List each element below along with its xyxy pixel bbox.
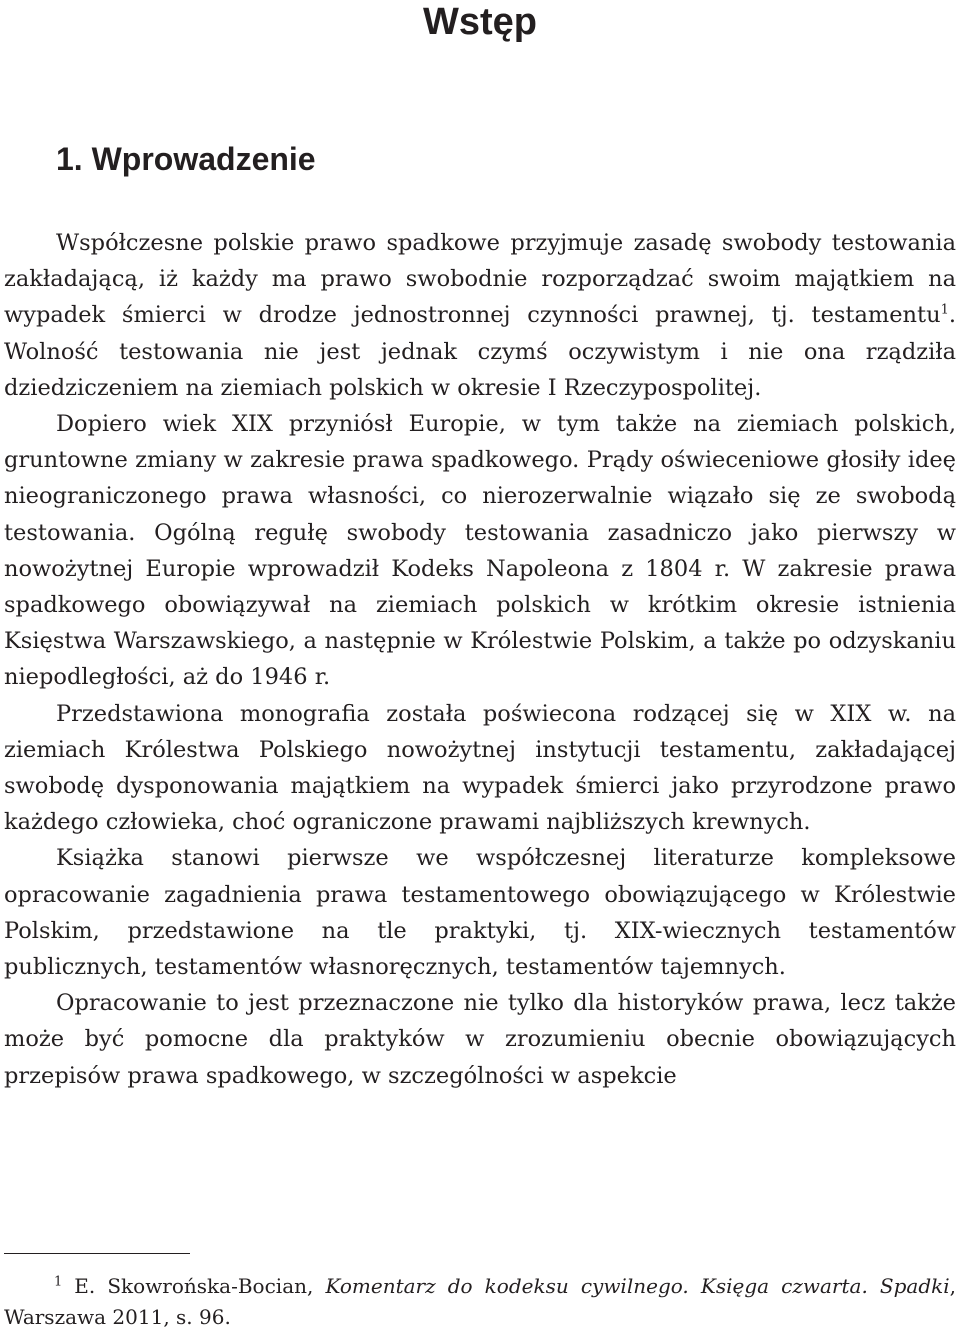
paragraph-3: Przedstawiona monografia została poświecona rodzącej się w XIX w. na ziemiach Królestwa Polskiego nowożytnej instytucji testamentu, zakładającej swobodę dysponowania majątkiem na wypadek śmierci jako przyrodzone prawo każdego człowieka, choć ograniczone prawami najbliższych krewnych. bbox=[4, 700, 956, 836]
paragraph-5: Opracowanie to jest przeznaczone nie tylko dla historyków prawa, lecz także może być pomocne dla praktyków w zrozumieniu obecnie obowiązujących przepisów prawa spadkowego, w szczególności w aspekcie bbox=[4, 990, 956, 1089]
footnote-reference[interactable]: 1 bbox=[940, 302, 949, 318]
paragraph-1-text-continued: . Wolność testowania nie jest jednak czymś oczywistym i nie ona rządziła dziedziczeniem na ziemiach polskich w okresie I Rzeczypospolitej. bbox=[4, 302, 956, 401]
footnote-author: E. Skowrońska-Bocian, bbox=[74, 1274, 326, 1298]
footnote-separator bbox=[4, 1253, 190, 1254]
footnote-publication: , Warszawa 2011, s. 96. bbox=[4, 1274, 956, 1329]
body-text bbox=[4, 225, 956, 1094]
paragraph-2: Dopiero wiek XIX przyniósł Europie, w tym także na ziemiach polskich, gruntowne zmiany w zakresie prawa spadkowego. Prądy oświeceniowe głosiły ideę nieograniczonego prawa własności, co nierozerwalnie wiązało się ze swobodą testowania. Ogólną regułę swobody testowania zasadniczo jako pierwszy w nowożytnej Europie wprowadził Kodeks Napoleona z 1804 r. W zakresie prawa spadkowego obowiązywał na ziemiach polskich w krótkim okresie istnienia Księstwa Warszawskiego, a następnie w Królestwie Polskim, a także po odzyskaniu niepodległości, aż do 1946 r. bbox=[4, 411, 956, 691]
paragraph-1-text: Współczesne polskie prawo spadkowe przyjmuje zasadę swobody testowania zakładającą, iż każdy ma prawo swobodnie rozporządzać swoim majątkiem na wypadek śmierci w drodze jednostronnej czynności prawnej, tj. testamentu bbox=[4, 230, 956, 329]
paragraph-1 bbox=[4, 225, 956, 406]
footnotes bbox=[4, 1271, 956, 1333]
footnote-1 bbox=[4, 1271, 956, 1333]
section-title: 1. Wprowadzenie bbox=[56, 141, 316, 177]
footnote-work-title: Komentarz do kodeksu cywilnego. Księga czwarta. Spadki bbox=[325, 1274, 950, 1298]
chapter-title: Wstęp bbox=[423, 1, 537, 43]
footnote-number: 1 bbox=[54, 1274, 63, 1290]
paragraph-4: Książka stanowi pierwsze we współczesnej literaturze kompleksowe opracowanie zagadnienia prawa testamentowego obowiązującego w Królestwie Polskim, przedstawione na tle praktyki, tj. XIX-wiecznych testamentów publicznych, testamentów własnoręcznych, testamentów tajemnych. bbox=[4, 845, 956, 981]
